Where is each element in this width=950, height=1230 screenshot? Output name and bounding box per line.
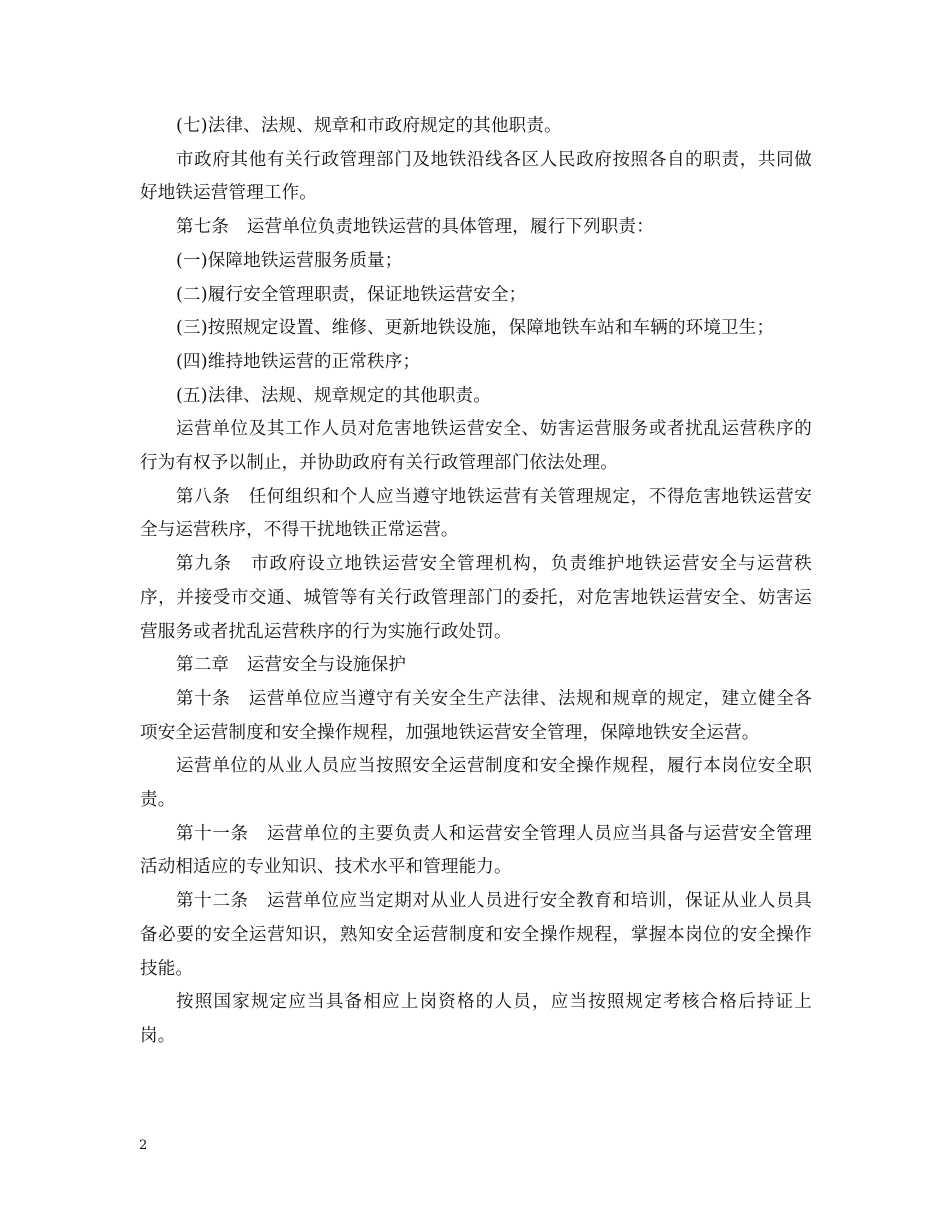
article-12-paragraph: 第十二条 运营单位应当定期对从业人员进行安全教育和培训，保证从业人员具备必要的安全运营知识，熟知安全运营制度和安全操作规程，掌握本岗位的安全操作技能。	[140, 891, 812, 979]
paragraph: 市政府其他有关行政管理部门及地铁沿线各区人民政府按照各自的职责，共同做好地铁运营管理工作。	[140, 149, 812, 204]
article-11-paragraph: 第十一条 运营单位的主要负责人和运营安全管理人员应当具备与运营安全管理活动相适应的专业知识、技术水平和管理能力。	[140, 823, 812, 878]
list-item: (二)履行安全管理职责，保证地铁运营安全；	[176, 284, 527, 305]
document-body	[140, 110, 812, 1054]
paragraph: 运营单位的从业人员应当按照安全运营制度和安全操作规程，履行本岗位安全职责。	[140, 756, 812, 811]
paragraph: (七)法律、法规、规章和市政府规定的其他职责。	[176, 116, 562, 136]
page-number: 2	[139, 1138, 148, 1153]
list-item: (一)保障地铁运营服务质量；	[176, 250, 403, 271]
article-10-paragraph: 第十条 运营单位应当遵守有关安全生产法律、法规和规章的规定，建立健全各项安全运营制度和安全操作规程，加强地铁运营安全管理，保障地铁安全运营。	[140, 688, 812, 743]
paragraph: 运营单位及其工作人员对危害地铁运营安全、妨害运营服务或者扰乱运营秩序的行为有权予以制止，并协助政府有关行政管理部门依法处理。	[140, 419, 812, 474]
article-8-paragraph: 第八条 任何组织和个人应当遵守地铁运营有关管理规定，不得危害地铁运营安全与运营秩序，不得干扰地铁正常运营。	[140, 486, 812, 541]
article-7-heading-paragraph: 第七条 运营单位负责地铁运营的具体管理，履行下列职责：	[176, 217, 654, 238]
article-9-paragraph: 第九条 市政府设立地铁运营安全管理机构，负责维护地铁运营安全与运营秩序，并接受市交通、城管等有关行政管理部门的委托，对危害地铁运营安全、妨害运营服务或者扰乱运营秩序的行为实施行政处罚。	[140, 554, 812, 642]
list-item: (三)按照规定设置、维修、更新地铁设施，保障地铁车站和车辆的环境卫生；	[176, 318, 775, 339]
chapter-2-heading: 第二章 运营安全与设施保护	[176, 655, 407, 676]
list-item: (四)维持地铁运营的正常秩序；	[176, 351, 421, 372]
paragraph: 按照国家规定应当具备相应上岗资格的人员，应当按照规定考核合格后持证上岗。	[140, 992, 812, 1046]
list-item: (五)法律、法规、规章规定的其他职责。	[176, 385, 491, 406]
